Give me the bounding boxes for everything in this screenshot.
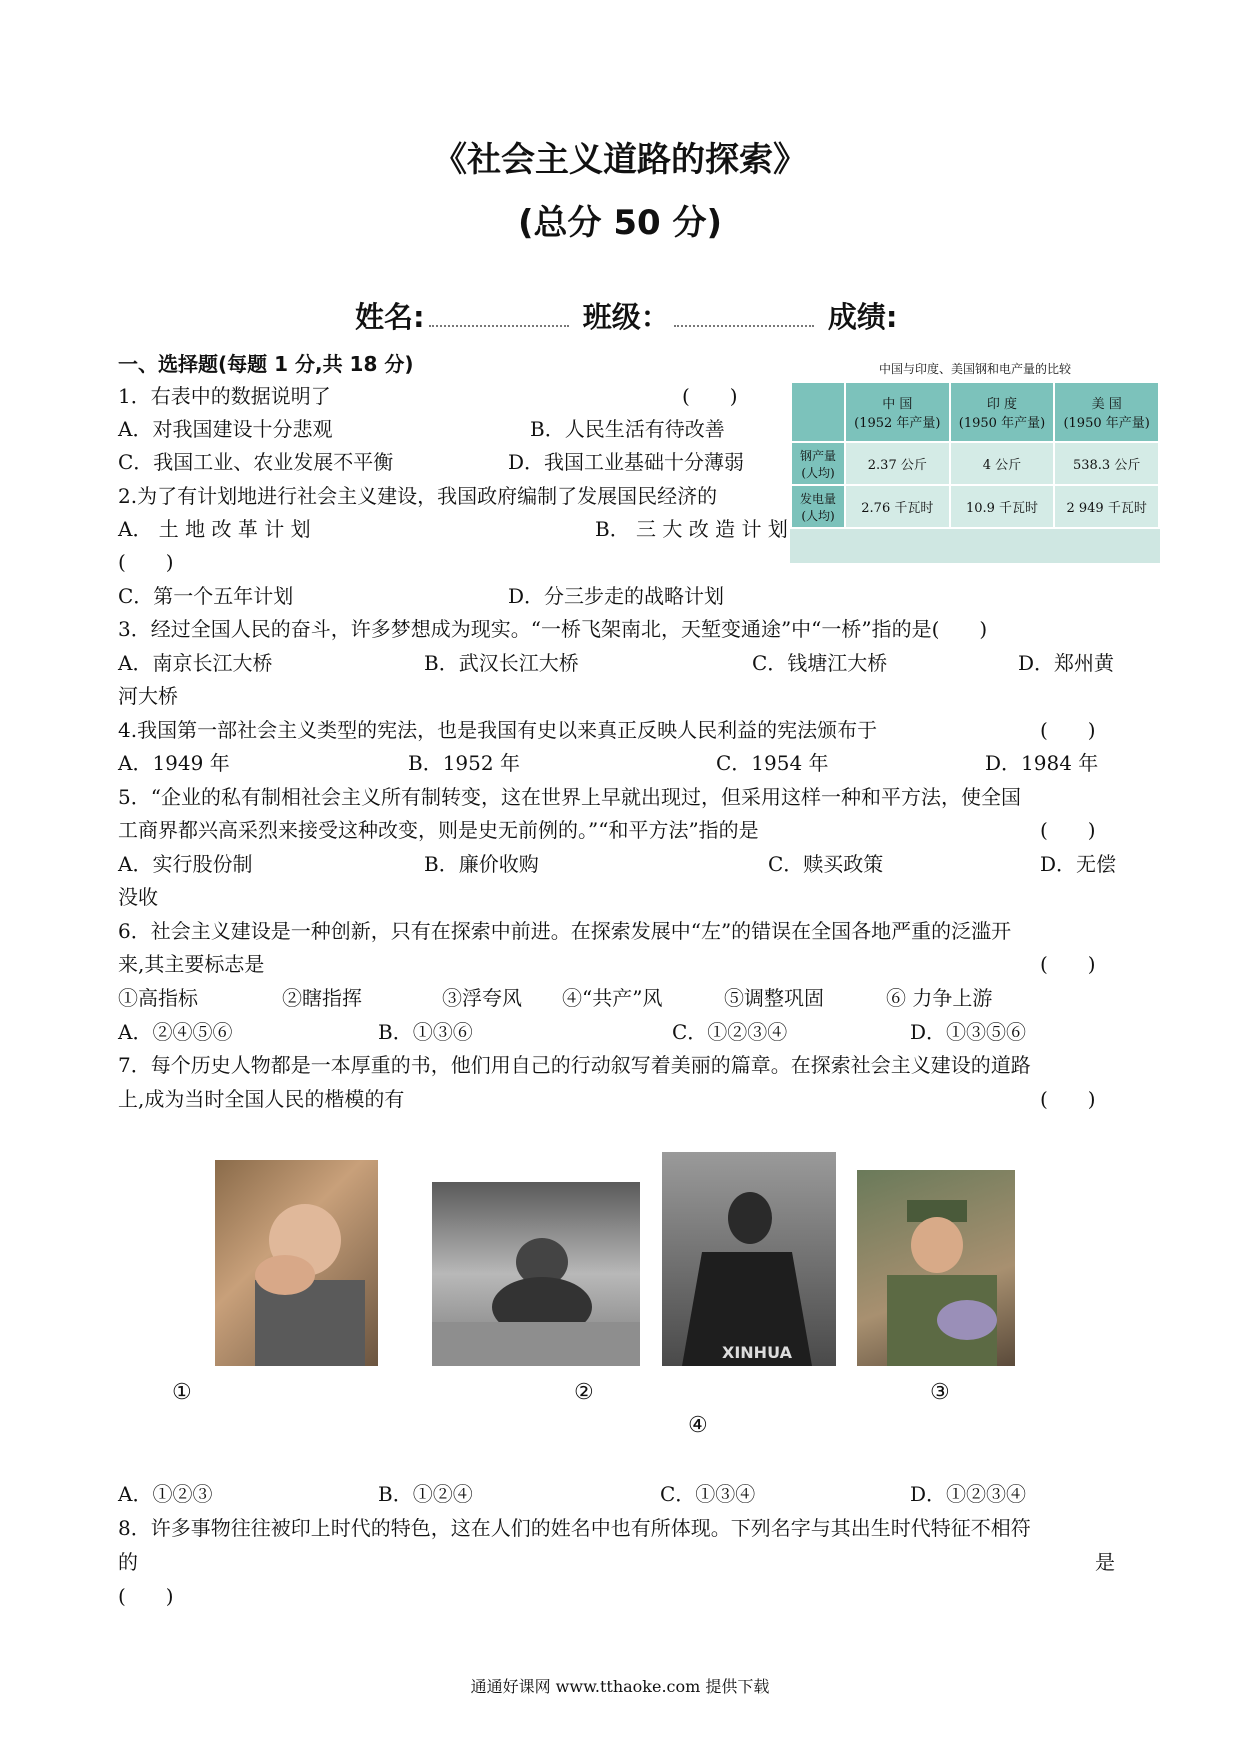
photo-label: ① — [172, 1380, 192, 1405]
table-header: 美 国 (1950 年产量) — [1054, 382, 1159, 442]
q4-option-b: B．1952 年 — [408, 751, 520, 775]
q4-option-a: A．1949 年 — [118, 751, 230, 775]
historical-photo-2 — [432, 1182, 640, 1366]
table-cell: 538.3 公斤 — [1054, 442, 1159, 485]
q6-item: ⑤调整巩固 — [724, 986, 824, 1010]
q7-option-d: D．①②③④ — [910, 1482, 1027, 1506]
q7-stem-cont: 上,成为当时全国人民的楷模的有 — [118, 1087, 405, 1111]
q5-option-d: D．无偿 — [1040, 852, 1117, 876]
q7-stem: 7．每个历史人物都是一本厚重的书，他们用自己的行动叙写着美丽的篇章。在探索社会主义建设的道路 — [118, 1053, 1031, 1077]
steel-power-table — [790, 357, 1160, 563]
name-label: 姓名: — [355, 300, 425, 334]
xinhua-watermark: XINHUA — [722, 1343, 792, 1362]
q1-stem: 1．右表中的数据说明了 — [118, 384, 331, 408]
q2-bracket: ( ) — [118, 550, 174, 574]
q2-option-b: B． 三 大 改 造 计 划 — [595, 517, 788, 541]
q2-option-d: D．分三步走的战略计划 — [508, 584, 725, 608]
q6-option-d: D．①③⑤⑥ — [910, 1020, 1027, 1044]
row-label: 钢产量 (人均) — [791, 442, 845, 485]
q3-option-d-cont: 河大桥 — [118, 684, 178, 708]
photo-label: ④ — [688, 1413, 708, 1438]
q3-option-a: A．南京长江大桥 — [118, 651, 273, 675]
q5-option-c: C．赎买政策 — [768, 852, 884, 876]
q5-bracket: ( ) — [1040, 818, 1096, 842]
table-cell: 2 949 千瓦时 — [1054, 485, 1159, 528]
q6-item: ②瞎指挥 — [282, 986, 362, 1010]
photo-label: ② — [574, 1380, 594, 1405]
person-image — [857, 1170, 1015, 1366]
q6-item: ④“共产”风 — [562, 986, 663, 1010]
q8-bracket: ( ) — [118, 1584, 174, 1608]
class-blank[interactable] — [674, 309, 814, 327]
q1-option-b: B．人民生活有待改善 — [530, 417, 725, 441]
q4-stem: 4.我国第一部社会主义类型的宪法，也是我国有史以来真正反映人民利益的宪法颁布于 — [118, 718, 878, 742]
table-caption: 中国与印度、美国钢和电产量的比较 — [790, 357, 1160, 381]
portrait-photo-1 — [215, 1160, 378, 1366]
q1-option-c: C．我国工业、农业发展不平衡 — [118, 450, 394, 474]
person-image — [432, 1182, 640, 1366]
q7-option-a: A．①②③ — [118, 1482, 213, 1506]
footer-text: 通通好课网 www.tthaoke.com 提供下载 — [470, 1677, 770, 1696]
table-header: 印 度 (1950 年产量) — [950, 382, 1055, 442]
table-cell: 2.76 千瓦时 — [845, 485, 950, 528]
page-title: 《社会主义道路的探索》 — [433, 140, 807, 180]
q2-option-a: A． 土 地 改 革 计 划 — [118, 517, 311, 541]
q1-option-d: D．我国工业基础十分薄弱 — [508, 450, 745, 474]
q1-option-a: A．对我国建设十分悲观 — [118, 417, 333, 441]
q6-option-b: B．①③⑥ — [378, 1020, 473, 1044]
historical-photo-4 — [662, 1152, 836, 1366]
q6-stem: 6．社会主义建设是一种创新，只有在探索中前进。在探索发展中“左”的错误在全国各地严重的泛滥开 — [118, 919, 1012, 943]
q8-stem-end: 是 — [1095, 1550, 1115, 1574]
page-subtitle: (总分 50 分) — [517, 203, 723, 243]
q3-option-b: B．武汉长江大桥 — [424, 651, 579, 675]
q3-option-c: C．钱塘江大桥 — [752, 651, 888, 675]
q5-option-a: A．实行股份制 — [118, 852, 253, 876]
q5-stem: 5．“企业的私有制相社会主义所有制转变，这在世界上早就出现过，但采用这样一种和平方法，使全国 — [118, 785, 1021, 809]
table-header: 中 国 (1952 年产量) — [845, 382, 950, 442]
q7-bracket: ( ) — [1040, 1087, 1096, 1111]
q5-stem-cont: 工商界都兴高采烈来接受这种改变，则是史无前例的。”“和平方法”指的是 — [118, 818, 759, 842]
q2-option-c: C．第一个五年计划 — [118, 584, 294, 608]
q2-stem: 2.为了有计划地进行社会主义建设，我国政府编制了发展国民经济的 — [118, 484, 718, 508]
photo-label: ③ — [930, 1380, 950, 1405]
q6-item: ⑥ 力争上游 — [886, 986, 993, 1010]
q6-bracket: ( ) — [1040, 952, 1096, 976]
person-image — [215, 1160, 378, 1366]
name-blank[interactable] — [429, 309, 569, 327]
section-heading: 一、选择题(每题 1 分,共 18 分) — [118, 352, 414, 376]
q3-stem: 3．经过全国人民的奋斗，许多梦想成为现实。“一桥飞架南北，天堑变通途”中“一桥”指的是( ) — [118, 617, 988, 641]
q4-option-c: C．1954 年 — [716, 751, 829, 775]
q5-option-b: B．廉价收购 — [424, 852, 539, 876]
table-corner — [791, 382, 845, 442]
q4-bracket: ( ) — [1040, 718, 1096, 742]
row-label: 发电量 (人均) — [791, 485, 845, 528]
score-label: 成绩: — [827, 300, 898, 334]
q8-stem-cont: 的 — [118, 1550, 138, 1574]
table-cell: 10.9 千瓦时 — [950, 485, 1055, 528]
q8-stem: 8．许多事物往往被印上时代的特色，这在人们的姓名中也有所体现。下列名字与其出生时代特征不相符 — [118, 1516, 1031, 1540]
q6-option-a: A．②④⑤⑥ — [118, 1020, 233, 1044]
q6-stem-cont: 来,其主要标志是 — [118, 952, 265, 976]
q5-option-d-cont: 没收 — [118, 885, 158, 909]
class-label: 班级： — [582, 300, 670, 334]
q1-bracket: ( ) — [682, 384, 738, 408]
soldier-photo-3 — [857, 1170, 1015, 1366]
q4-option-d: D．1984 年 — [985, 751, 1099, 775]
student-info — [355, 295, 897, 336]
q6-option-c: C．①②③④ — [672, 1020, 788, 1044]
q6-item: ①高指标 — [118, 986, 198, 1010]
person-image — [662, 1152, 836, 1366]
table-cell: 2.37 公斤 — [845, 442, 950, 485]
q7-option-b: B．①②④ — [378, 1482, 473, 1506]
q6-item: ③浮夸风 — [442, 986, 522, 1010]
q7-option-c: C．①③④ — [660, 1482, 756, 1506]
q3-option-d: D．郑州黄 — [1018, 651, 1115, 675]
table-cell: 4 公斤 — [950, 442, 1055, 485]
